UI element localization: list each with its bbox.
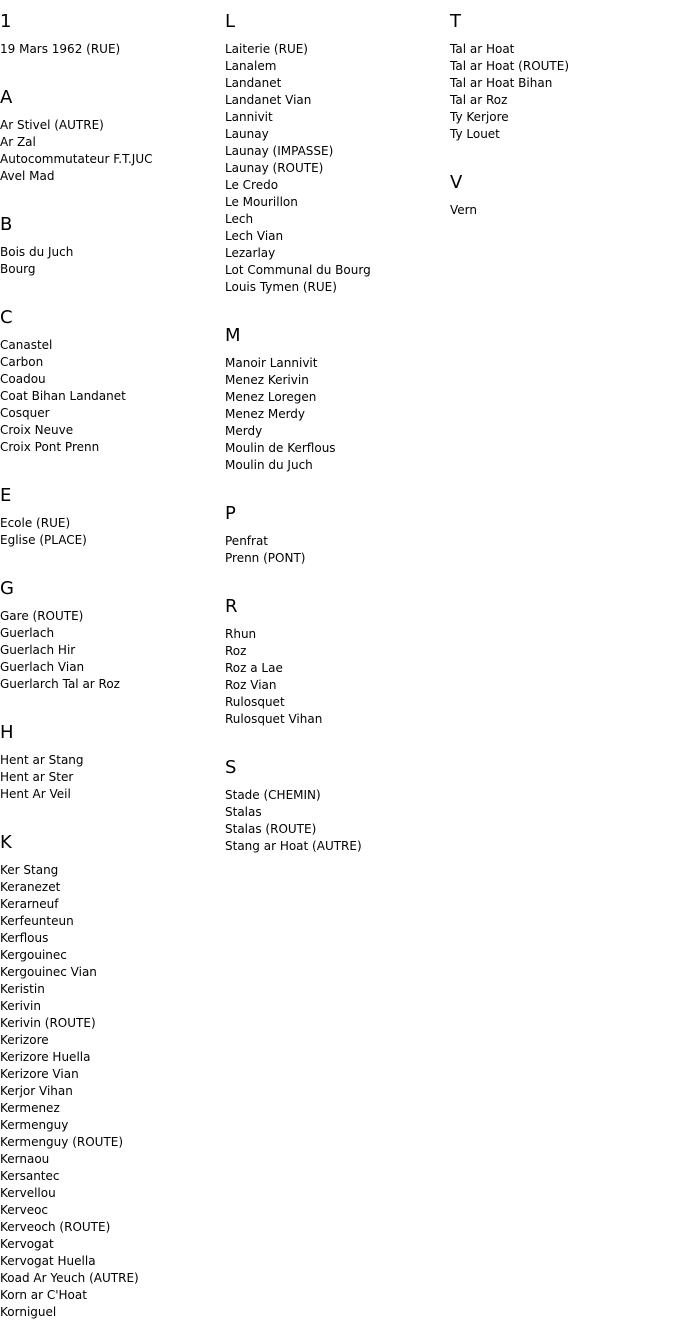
street-link[interactable]: Tal ar Hoat <box>450 42 515 56</box>
letter-group <box>225 314 445 492</box>
street-link[interactable]: Keranezet <box>0 880 61 894</box>
street-link[interactable]: Ecole (RUE) <box>0 516 71 530</box>
street-link[interactable]: Le Mourillon <box>225 195 298 209</box>
street-list <box>225 355 445 492</box>
street-link[interactable]: Roz a Lae <box>225 661 283 675</box>
street-link[interactable]: Tal ar Roz <box>450 93 508 107</box>
street-link[interactable]: Kerizore Huella <box>0 1050 91 1064</box>
street-link[interactable]: Launay (IMPASSE) <box>225 144 334 158</box>
group-letter-heading: B <box>0 214 13 235</box>
letter-group <box>0 474 220 567</box>
street-list <box>450 41 670 161</box>
street-link[interactable]: Menez Kerivin <box>225 373 309 387</box>
street-list <box>225 787 445 873</box>
street-link[interactable]: Lot Communal du Bourg <box>225 263 371 277</box>
letter-group <box>225 746 445 873</box>
group-letter-heading: T <box>450 11 461 32</box>
group-letter-heading: M <box>225 325 241 346</box>
street-list <box>0 41 220 76</box>
group-letter-heading: V <box>450 172 463 193</box>
street-link[interactable]: Korn ar C'Hoat <box>0 1288 87 1302</box>
street-link[interactable]: 19 Mars 1962 (RUE) <box>0 42 121 56</box>
street-link[interactable]: Roz <box>225 644 247 658</box>
group-letter-heading: P <box>225 503 236 524</box>
street-link[interactable]: Croix Pont Prenn <box>0 440 100 454</box>
street-link[interactable]: Gare (ROUTE) <box>0 609 84 623</box>
street-link[interactable]: Penfrat <box>225 534 269 548</box>
street-link[interactable]: Ar Stivel (AUTRE) <box>0 118 104 132</box>
street-link[interactable]: Le Credo <box>225 178 279 192</box>
letter-group <box>0 567 220 711</box>
street-link[interactable]: Croix Neuve <box>0 423 74 437</box>
street-link[interactable]: Launay (ROUTE) <box>225 161 324 175</box>
letter-group <box>450 0 670 161</box>
letter-group <box>0 296 220 474</box>
index-column-1 <box>0 0 220 1339</box>
street-link[interactable]: Merdy <box>225 424 263 438</box>
street-link[interactable]: Stalas (ROUTE) <box>225 822 317 836</box>
letter-group <box>0 711 220 821</box>
street-list <box>0 862 220 1339</box>
street-link[interactable]: Kermenguy <box>0 1118 69 1132</box>
group-letter-heading: L <box>225 11 236 32</box>
street-list <box>0 117 220 203</box>
street-list <box>0 515 220 567</box>
street-link[interactable]: Launay <box>225 127 269 141</box>
letter-group <box>0 203 220 296</box>
street-link[interactable]: Ar Zal <box>0 135 36 149</box>
group-letter-heading: 1 <box>0 11 12 32</box>
group-letter-heading: G <box>0 578 14 599</box>
street-link[interactable]: Kerivin (ROUTE) <box>0 1016 96 1030</box>
letter-group <box>450 161 670 237</box>
street-link[interactable]: Lech <box>225 212 254 226</box>
street-link[interactable]: Canastel <box>0 338 53 352</box>
group-letter-heading: E <box>0 485 12 506</box>
street-list <box>225 533 445 585</box>
street-link[interactable]: Menez Merdy <box>225 407 306 421</box>
street-link[interactable]: Tal ar Hoat Bihan <box>450 76 553 90</box>
street-link[interactable]: Rulosquet Vihan <box>225 712 323 726</box>
street-link[interactable]: Louis Tymen (RUE) <box>225 280 337 294</box>
street-list <box>0 608 220 711</box>
street-link[interactable]: Guerlach <box>0 626 55 640</box>
street-link[interactable]: Lech Vian <box>225 229 284 243</box>
street-link[interactable]: Kervogat Huella <box>0 1254 96 1268</box>
street-link[interactable]: Autocommutateur F.T.JUC <box>0 152 153 166</box>
group-letter-heading: H <box>0 722 14 743</box>
letter-group <box>0 821 220 1339</box>
street-link[interactable]: Cosquer <box>0 406 50 420</box>
street-link[interactable]: Prenn (PONT) <box>225 551 306 565</box>
street-link[interactable]: Laiterie (RUE) <box>225 42 308 56</box>
street-link[interactable]: Roz Vian <box>225 678 277 692</box>
street-link[interactable]: Ty Louet <box>450 127 500 141</box>
street-link[interactable]: Ker Stang <box>0 863 59 877</box>
street-link[interactable]: Guerlach Vian <box>0 660 85 674</box>
street-link[interactable]: Kerveoch (ROUTE) <box>0 1220 111 1234</box>
street-link[interactable]: Kervellou <box>0 1186 56 1200</box>
street-list <box>225 41 445 314</box>
street-link[interactable]: Kerarneuf <box>0 897 59 911</box>
street-link[interactable]: Kerivin <box>0 999 41 1013</box>
letter-group <box>0 76 220 203</box>
street-list <box>450 202 670 237</box>
street-list <box>0 752 220 821</box>
street-link[interactable]: Keristin <box>0 982 45 996</box>
street-link[interactable]: Hent Ar Veil <box>0 787 71 801</box>
street-link[interactable]: Stade (CHEMIN) <box>225 788 321 802</box>
street-link[interactable]: Tal ar Hoat (ROUTE) <box>450 59 570 73</box>
street-link[interactable]: Vern <box>450 203 477 217</box>
street-link[interactable]: Kergouinec <box>0 948 67 962</box>
group-letter-heading: S <box>225 757 237 778</box>
street-link[interactable]: Ty Kerjore <box>450 110 509 124</box>
street-link[interactable]: Kernaou <box>0 1152 50 1166</box>
street-link[interactable]: Kerizore Vian <box>0 1067 79 1081</box>
street-link[interactable]: Guerlarch Tal ar Roz <box>0 677 120 691</box>
index-column-2 <box>225 0 445 873</box>
street-link[interactable]: Kervogat <box>0 1237 54 1251</box>
group-letter-heading: C <box>0 307 13 328</box>
group-letter-heading: A <box>0 87 13 108</box>
street-list <box>0 244 220 296</box>
letter-group <box>0 0 220 76</box>
street-link[interactable]: Moulin du Juch <box>225 458 313 472</box>
street-link[interactable]: Moulin de Kerflous <box>225 441 336 455</box>
street-link[interactable]: Guerlach Hir <box>0 643 76 657</box>
street-link[interactable]: Kerveoc <box>0 1203 49 1217</box>
street-link[interactable]: Lannivit <box>225 110 273 124</box>
street-link[interactable]: Rhun <box>225 627 257 641</box>
group-letter-heading: R <box>225 596 238 617</box>
street-link[interactable]: Bois du Juch <box>0 245 74 259</box>
index-column-3 <box>450 0 670 237</box>
street-link[interactable]: Kerizore <box>0 1033 49 1047</box>
street-list <box>0 337 220 474</box>
street-link[interactable]: Kermenez <box>0 1101 60 1115</box>
group-letter-heading: K <box>0 832 12 853</box>
street-link[interactable]: Korniguel <box>0 1305 57 1319</box>
street-link[interactable]: Rulosquet <box>225 695 285 709</box>
street-link[interactable]: Kersantec <box>0 1169 60 1183</box>
street-link[interactable]: Landanet <box>225 76 282 90</box>
street-link[interactable]: Lanalem <box>225 59 277 73</box>
street-link[interactable]: Coadou <box>0 372 46 386</box>
letter-group <box>225 492 445 585</box>
letter-group <box>225 585 445 746</box>
street-link[interactable]: Stang ar Hoat (AUTRE) <box>225 839 362 853</box>
street-link[interactable]: Hent ar Ster <box>0 770 74 784</box>
street-link[interactable]: Stalas <box>225 805 262 819</box>
street-link[interactable]: Bourg <box>0 262 36 276</box>
street-link[interactable]: Kerflous <box>0 931 49 945</box>
street-list <box>225 626 445 746</box>
street-link[interactable]: Manoir Lannivit <box>225 356 318 370</box>
street-link[interactable]: Kerjor Vihan <box>0 1084 73 1098</box>
letter-group <box>225 0 445 314</box>
street-link[interactable]: Landanet Vian <box>225 93 312 107</box>
street-link[interactable]: Hent ar Stang <box>0 753 84 767</box>
street-link[interactable]: Coat Bihan Landanet <box>0 389 126 403</box>
street-link[interactable]: Koad Ar Yeuch (AUTRE) <box>0 1271 139 1285</box>
street-link[interactable]: Eglise (PLACE) <box>0 533 87 547</box>
street-link[interactable]: Carbon <box>0 355 44 369</box>
street-link[interactable]: Lezarlay <box>225 246 276 260</box>
street-link[interactable]: Kerfeunteun <box>0 914 74 928</box>
street-link[interactable]: Kergouinec Vian <box>0 965 97 979</box>
street-link[interactable]: Menez Loregen <box>225 390 317 404</box>
street-link[interactable]: Kermenguy (ROUTE) <box>0 1135 124 1149</box>
street-link[interactable]: Avel Mad <box>0 169 55 183</box>
